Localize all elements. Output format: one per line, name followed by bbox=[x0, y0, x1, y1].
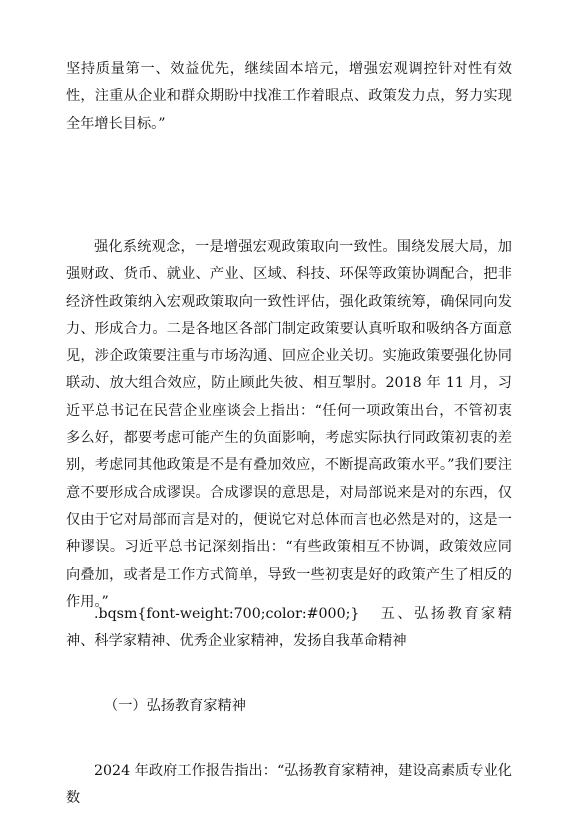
paragraph-system-concept: 强化系统观念，一是增强宏观政策取向一致性。围绕发展大局，加强财政、货币、就业、产业、区域、科技、环保等政策协调配合，把非经济性政策纳入宏观政策取向一致性评估，强化政策统筹，确保同向发力、形成合力。二是各地区各部门制定政策要认真听取和吸纳各方面意见，涉企政策要注重与市场沟通、回应企业关切。实施政策要强化协同联动、放大组合效应，防止顾此失彼、相互掣肘。2018 年 11 月，习近平总书记在民营企业座谈会上指出：“任何一项政策出台，不管初衷多么好，都要考虑可能产生的负面影响，考虑实际执行同政策初衷的差别，考虑同其他政策是不是有叠加效应，不断提高政策水平。”我们要注意不要形成合成谬误。合成谬误的意思是，对局部说来是对的东西，仅仅由于它对局部而言是对的，便说它对总体而言也必然是对的，这是一种谬误。习近平总书记深刻指出：“有些政策相互不协调，政策效应同向叠加，或者是工作方式简单，导致一些初衷是好的政策产生了相反的作用。” bbox=[66, 239, 512, 610]
paragraph-report-quote: 2024 年政府工作报告指出：“弘扬教育家精神，建设高素质专业化数 bbox=[66, 763, 512, 807]
paragraph-quote-ending: 坚持质量第一、效益优先，继续固本培元，增强宏观调控针对性有效性，注重从企业和群众期盼中找准工作着眼点、政策发力点，努力实现全年增长目标。” bbox=[66, 61, 512, 132]
section-heading-five: .bqsm{font-weight:700;color:#000;} 五、弘扬教育家精神、科学家精神、优秀企业家精神，发扬自我革命精神 bbox=[66, 606, 512, 650]
subsection-heading-one: （一）弘扬教育家精神 bbox=[104, 698, 246, 714]
